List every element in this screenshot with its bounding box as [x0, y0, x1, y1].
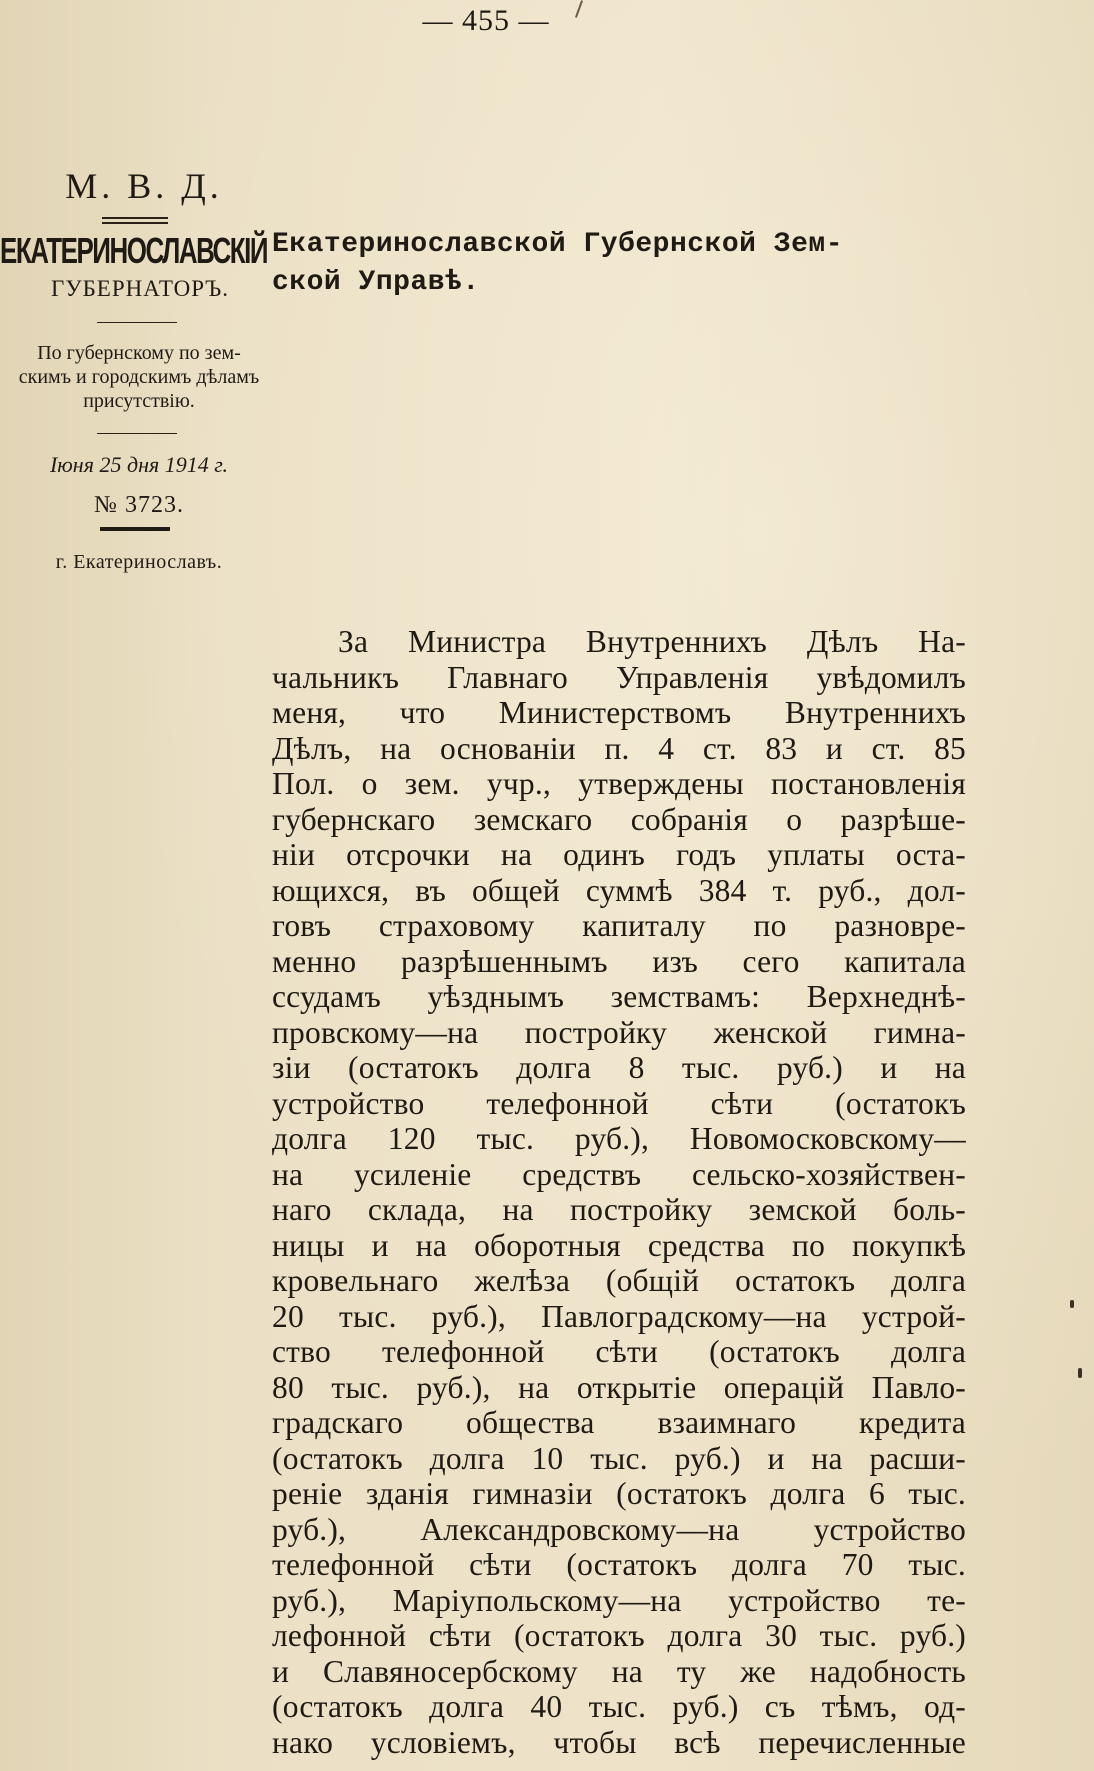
body-line: Дѣлъ, на основаніи п. 4 ст. 83 и ст. 85: [272, 730, 966, 766]
body-line: долга 120 тыс. руб.), Новомосковскому—: [272, 1121, 966, 1156]
body-line: и Славяносербскому на ту же надобность: [272, 1653, 966, 1689]
presence-line: скимъ и городскимъ дѣламъ: [18, 366, 260, 388]
body-line: кровельнаго желѣза (общій остатокъ долга: [272, 1263, 966, 1298]
body-line: ющихся, въ общей суммѣ 384 т. руб., дол-: [272, 872, 966, 908]
body-line: телефонной сѣти (остатокъ долга 70 тыс.: [272, 1547, 966, 1582]
body-line: ніи отсрочки на одинъ годъ уплаты оста-: [272, 837, 966, 872]
ministry-abbreviation: М. В. Д.: [65, 166, 223, 206]
body-line: лефонной сѣти (остатокъ долга 30 тыс. руб.): [272, 1618, 966, 1653]
body-line: провскому—на постройку женской гимна-: [272, 1014, 966, 1050]
page-number: — 455 —: [422, 4, 550, 37]
body-line: на усиленіе средствъ сельско-хозяйствен-: [272, 1156, 966, 1192]
addressee-heading: [272, 226, 972, 302]
addressee-line: ской Управѣ.: [272, 267, 480, 298]
presence-line: присутствію.: [83, 390, 195, 412]
body-line: устройство телефонной сѣти (остатокъ: [272, 1085, 966, 1121]
body-line: (остатокъ долга 10 тыс. руб.) и на расши-: [272, 1440, 966, 1476]
double-rule-divider: [102, 217, 168, 224]
stray-ink-dot: [1070, 1300, 1074, 1308]
document-date: Іюня 25 дня 1914 г.: [49, 452, 229, 477]
body-line: меня, что Министерствомъ Внутреннихъ: [272, 695, 966, 730]
rule-divider: [97, 433, 177, 434]
body-line: наго склада, на постройку земской боль-: [272, 1192, 966, 1227]
body-line: чальникъ Главнаго Управленія увѣдомилъ: [272, 659, 966, 695]
body-line: Пол. о зем. учр., утверждены постановленія: [272, 766, 966, 801]
body-line: (остатокъ долга 40 тыс. руб.) съ тѣмъ, од-: [272, 1689, 966, 1724]
stray-ink-dot: [1078, 1368, 1082, 1378]
rule-divider: [97, 322, 177, 323]
body-line: губернскаго земскаго собранія о разрѣше-: [272, 801, 966, 837]
body-line: 20 тыс. руб.), Павлоградскому—на устрой-: [272, 1298, 966, 1334]
body-line: менно разрѣшеннымъ изъ сего капитала: [272, 943, 966, 979]
body-line: руб.), Маріупольскому—на устройство те-: [272, 1582, 966, 1618]
body-line: руб.), Александровскому—на устройство: [272, 1511, 966, 1547]
body-line: реніе зданія гимназіи (остатокъ долга 6 тыс.: [272, 1476, 966, 1511]
body-line: ссудамъ уѣзднымъ земствамъ: Верхнеднѣ-: [272, 979, 966, 1014]
presence-line: По губернскому по зем-: [37, 342, 241, 364]
letter-body: [272, 624, 966, 1760]
presence-department: [0, 341, 284, 413]
document-number: № 3723.: [94, 492, 184, 518]
body-line: За Министра Внутреннихъ Дѣлъ На-: [338, 624, 966, 659]
body-line: зіи (остатокъ долга 8 тыс. руб.) и на: [272, 1050, 966, 1085]
body-line: ницы и на оборотныя средства по покупкѣ: [272, 1227, 966, 1263]
addressee-line: Екатеринославской Губернской Зем-: [272, 229, 843, 260]
governor-title: ГУБЕРНАТОРЪ.: [51, 276, 229, 301]
body-line: 80 тыс. руб.), на открытіе операцій Павло-: [272, 1369, 966, 1405]
governorate-heading: ЕКАТЕРИНОСЛАВСКІЙ: [0, 230, 268, 271]
body-line: нако условіемъ, чтобы всѣ перечисленные: [272, 1724, 966, 1760]
body-line: ство телефонной сѣти (остатокъ долга: [272, 1334, 966, 1369]
thick-rule-divider: [100, 527, 170, 531]
left-margin-header: [0, 165, 268, 574]
body-line: градскаго общества взаимнаго кредита: [272, 1405, 966, 1440]
document-city: г. Екатеринославъ.: [55, 551, 223, 573]
body-line: говъ страховому капиталу по разновре-: [272, 908, 966, 943]
